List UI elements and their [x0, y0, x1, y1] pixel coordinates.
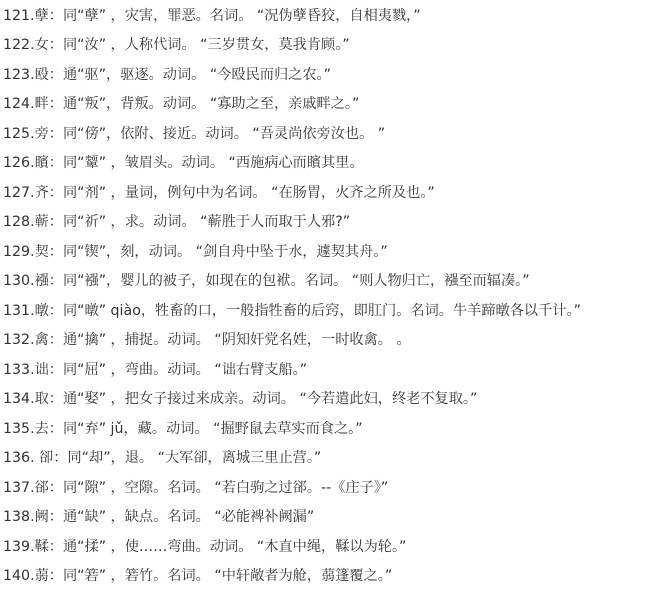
entry-123: 123.殴：通“驱”，驱逐。动词。 “今殴民而归之农。”: [3, 67, 331, 83]
entry-130: 130.襁：同“襁”，婴儿的被子，如现在的包袱。名词。 “则人物归亡，襁至而辐凑。”: [3, 273, 530, 289]
entry-125: 125.旁：同“傍”，依附、接近。动词。 “吾灵尚依旁汝也。 ”: [3, 126, 386, 142]
entry-140: 140.蒻：同“箬” ，箬竹。名词。 “中轩敞者为舱，蒻篷覆之。”: [3, 568, 393, 584]
entry-124: 124.畔：通“叛”，背叛。动词。 “寡助之至，亲戚畔之。”: [3, 96, 360, 112]
entry-133: 133.诎：同“屈” ，弯曲。动词。 “诎右臂支船。”: [3, 362, 308, 378]
entry-139: 139.鞣：通“揉” ，使……弯曲。动词。 “木直中绳，鞣以为轮。”: [3, 539, 407, 555]
entry-129: 129.契：同“锲”，刻，动词。 “剑自舟中坠于水，遽契其舟。”: [3, 244, 388, 260]
entry-138: 138.阙：通“缺” ，缺点。名词。 “必能裨补阙漏”: [3, 509, 315, 525]
entry-121: 121.孽：同“孽” ，灾害，罪恶。名词。 “况伪孽昏狡，自相夷戮，”: [3, 8, 421, 24]
entry-135: 135.去：同“弃” jǔ，藏。动词。 “掘野鼠去草实而食之。”: [3, 421, 363, 437]
entry-127: 127.齐：同“剂” ，量词，例句中为名词。 “在肠胃，火齐之所及也。”: [3, 185, 435, 201]
entry-128: 128.蕲：同“祈” ，求。动词。 “蕲胜于人而取于人邪?”: [3, 214, 351, 230]
entry-126: 126.矉：同“颦” ，皱眉头。动词。 “西施病心而矉其里。: [3, 155, 364, 171]
entry-132: 132.禽：通“擒” ，捕捉。动词。 “阴知奸党名姓，一时收禽。 。: [3, 332, 411, 348]
entry-131: 131.暾：同“暾” qiào，牲畜的口，一般指牲畜的后窍，即肛门。名词。牛羊蹄暾各以千计。”: [3, 303, 581, 319]
entry-134: 134.取：通“娶” ，把女子接过来成亲。动词。 “今若遣此妇，终老不复取。”: [3, 391, 478, 407]
entry-122: 122.女：同“汝” ，人称代词。 “三岁贯女，莫我肯顾。”: [3, 37, 350, 53]
entry-136: 136. 卻：同“却”，退。 “大军卻，离城三里止营。”: [3, 450, 322, 466]
entry-137: 137.郤：同“隙” ，空隙。名词。 “若白驹之过郤。--《庄子》”: [3, 480, 389, 496]
